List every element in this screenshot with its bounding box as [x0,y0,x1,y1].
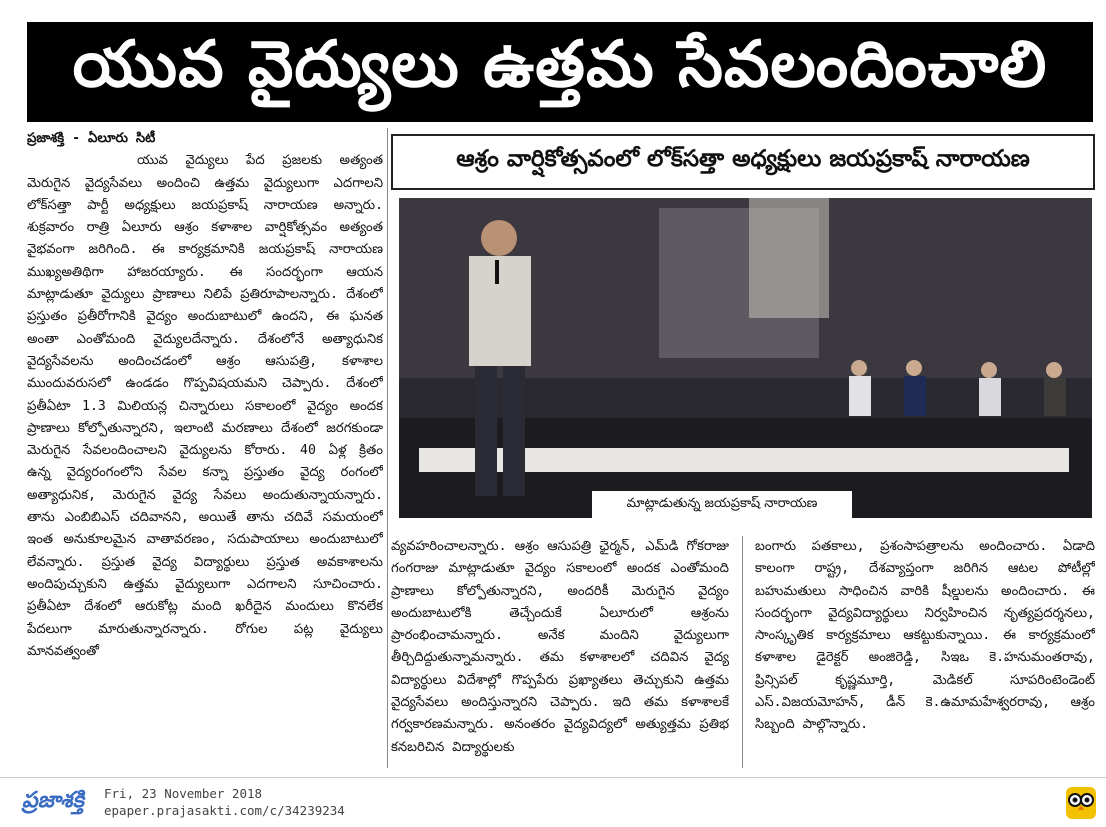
footer-date: Fri, 23 November 2018 [104,786,263,801]
event-photo [399,198,1092,518]
stage-scene-illustration [399,198,1092,518]
column-3-text: బంగారు పతకాలు, ప్రశంసాపత్రాలను అందించారు. ఏడాది కాలంగా రాష్ట్ర, దేశవ్యాప్తంగా జరిగిన ఆటల పోటీల్లో బహుమతులు సాధించిన వారికి షీల్డులను అందించారు. ఈ సందర్భంగా వైద్యవిద్యార్థులు నిర్వహించిన నృత్యప్రదర్శనలు, సాంస్కృతిక కార్యక్రమాలు ఆకట్టుకున్నాయి. ఈ కార్యక్రమంలో కళాశాల డైరెక్టర్ అంజిరెడ్డి, సిఇఒ కె.హనుమంతరావు, ప్రిన్సిపల్ కృష్ణమూర్తి, మెడికల్ సూపరింటెండెంట్ ఎస్.విజయమోహన్, డీన్ కె.ఉమామహేశ్వరరావు, ఆశ్రం సిబ్బంది పాల్గొన్నారు. [755,539,1095,733]
footer-url[interactable]: epaper.prajasakti.com/c/34239234 [104,803,345,818]
photo-caption: మాట్లాడుతున్న జయప్రకాష్ నారాయణ [592,491,852,518]
subheadline: ఆశ్రం వార్షికోత్సవంలో లోక్‌సత్తా అధ్యక్షులు జయప్రకాష్ నారాయణ [391,134,1095,190]
article-column-2 [391,536,729,768]
article-column-1 [27,128,383,768]
footer-bar [0,777,1106,827]
prajasakti-logo: ప్రజాశక్తి [22,788,85,813]
column-divider [742,536,743,768]
owl-icon [1064,783,1098,821]
dateline: ప్రజాశక్తి - ఏలూరు సిటీ [27,131,156,146]
column-2-text: వ్యవహరించాలన్నారు. ఆశ్రం ఆసుపత్రి ఛైర్మన్, ఎమ్‌డి గోకరాజు గంగరాజు మాట్లాడుతూ వైద్యం సకాలంలో అందక ఎంతోమంది ప్రాణాలు కోల్పోతున్నారని, అందరికీ మెరుగైన వైద్యం అందుబాటులోకి తెచ్చేందుకే ఏలూరులో ఆశ్రంను ప్రారంభించామన్నారు. అనేక మందిని వైద్యులుగా తీర్చిదిద్దుతున్నామన్నారు. తమ కళాశాలలో చదివిన వైద్య విద్యార్థులు విదేశాల్లో గొప్పపేరు ప్రఖ్యాతలు తెచ్చుకుని ఉత్తమ వైద్యసేవలు అందిస్తున్నారని చెప్పారు. ఇది తమ కళాశాలకే గర్వకారణమన్నారు. అనంతరం వైద్యవిద్యలో అత్యుత్తమ ప్రతిభ కనబరిచిన విద్యార్థులకు [391,539,729,755]
column-divider [387,128,388,768]
article-column-3 [755,536,1095,768]
headline: యువ వైద్యులు ఉత్తమ సేవలందించాలి [27,22,1093,122]
column-1-text: యువ వైద్యులు పేద ప్రజలకు అత్యంత మెరుగైన వైద్యసేవలు అందించి ఉత్తమ వైద్యులుగా ఎదగాలని లోక్‌సత్తా పార్టీ అధ్యక్షులు జయప్రకాష్ నారాయణ అన్నారు. శుక్రవారం రాత్రి ఏలూరు ఆశ్రం కళాశాల వార్షికోత్సవం అత్యంత వైభవంగా జరిగింది. ఈ కార్యక్రమానికి జయప్రకాష్ నారాయణ ముఖ్యఅతిథిగా హాజరయ్యారు. ఈ సందర్భంగా ఆయన మాట్లాడుతూ వైద్యులు ప్రాణాలు నిలిపే ప్రతిరూపాలన్నారు. దేశంలో ప్రస్తుతం ప్రతీరోగానికి వైద్యం అందుబాటులో ఉందని, ఈ ఘనత అంతా ఎంతోమంది వైద్యులదేన్నారు. దేశంలోనే అత్యాధునిక వైద్యసేవలను అందించడంలో ఆశ్రం ఆసుపత్రి, కళాశాల ముందువరుసలో ఉండడం గొప్పవిషయమని చెప్పారు. దేశంలో ప్రతీఏటా 1.3 మిలియన్ల చిన్నారులు సకాలంలో వైద్యం అందక ప్రాణాలు కోల్పోతున్నారని, ఇలాంటి మరణాలు దేశంలో జరగకుండా మెరుగైన సేవలందించాలని వైద్యులను కోరారు. 40 ఏళ్ల క్రితం ఉన్న వైద్యరంగంలోని సేవల కన్నా ప్రస్తుతం వైద్య రంగంలో అత్యాధునిక, మెరుగైన వైద్య సేవలు అందుతున్నాయన్నారు. తాను ఎంబిబిఎస్ చదివానని, అయితే తాను చదివే సమయంలో ఇంత అనుకూలమైన వాతావరణం, సదుపాయాలు అందుబాటులో లేవన్నారు. ప్రస్తుత వైద్య విద్యార్థులు ప్రస్తుత అవకాశాలను అందిపుచ్చుకుని ఉత్తమ వైద్యులుగా ఎదగాలని సూచించారు. ప్రతీఏటా దేశంలో ఆరుకోట్ల మంది ఖరీదైన మందులు కొనలేక పేదలుగా మారుతున్నారన్నారు. రోగుల పట్ల వైద్యులు మానవత్వంతో [27,153,383,659]
